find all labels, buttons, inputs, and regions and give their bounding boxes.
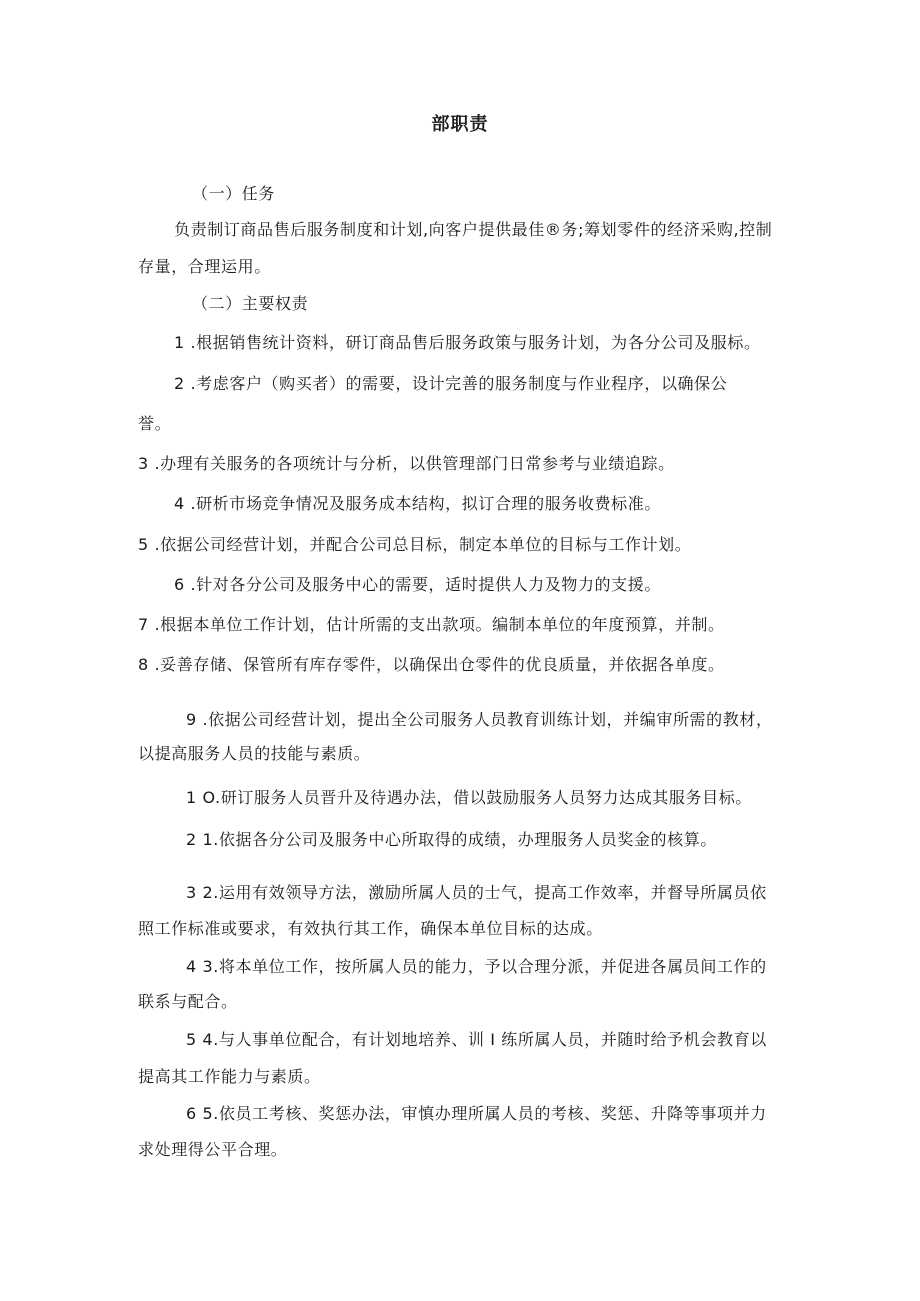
section-1-body-line: 负责制订商品售后服务制度和计划,向客户提供最佳®务;筹划零件的经济采购,控制 [174,220,773,239]
page-title: 部职责 [431,114,489,135]
list-item-continuation: 以提高服务人员的技能与素质。 [138,744,371,763]
list-item: 5 4.与人事单位配合，有计划地培养、训 I 练所属人员，并随时给予机会教育以 [186,1030,767,1049]
list-item-continuation: 提高其工作能力与素质。 [138,1067,321,1086]
list-item-continuation: 联系与配合。 [138,992,238,1011]
list-item: 6 5.依员工考核、奖惩办法，审慎办理所属人员的考核、奖惩、升降等事项并力 [186,1104,767,1123]
list-item: 5 .依据公司经营计划，并配合公司总目标，制定本单位的目标与工作计划。 [138,535,692,554]
list-item-continuation: 求处理得公平合理。 [138,1140,288,1159]
section-1-body-line: 存量，合理运用。 [138,257,271,276]
list-item: 7 .根据本单位工作计划，估计所需的支出款项。编制本单位的年度预算，并制。 [138,615,725,634]
list-item-continuation: 誉。 [138,414,172,433]
list-item: 2 1.依据各分公司及服务中心所取得的成绩，办理服务人员奖金的核算。 [186,830,717,849]
list-item: 3 2.运用有效领导方法，激励所属人员的士气，提高工作效率，并督导所属员依 [186,883,767,902]
list-item: 9 .依据公司经营计划，提出全公司服务人员教育训练计划，并编审所需的教材， [186,710,773,729]
list-item: 1 O.研订服务人员晋升及待遇办法，借以鼓励服务人员努力达成其服务目标。 [186,788,752,807]
list-item: 4 .研析市场竞争情况及服务成本结构，拟订合理的服务收费标准。 [174,494,661,513]
section-1-heading: （一）任务 [192,184,276,203]
list-item: 6 .针对各分公司及服务中心的需要，适时提供人力及物力的支援。 [174,575,661,594]
list-item: 1 .根据销售统计资料，研订商品售后服务政策与服务计划，为各分公司及服标。 [174,333,761,352]
list-item: 2 .考虑客户（购买者）的需要，设计完善的服务制度与作业程序，以确保公 [174,374,728,393]
list-item: 4 3.将本单位工作，按所属人员的能力，予以合理分派，并促进各属员间工作的 [186,957,767,976]
list-item-continuation: 照工作标准或要求，有效执行其工作，确保本单位目标的达成。 [138,919,603,938]
section-2-heading: （二）主要权责 [192,294,309,313]
list-item: 3 .办理有关服务的各项统计与分析，以供管理部门日常参考与业绩追踪。 [138,454,675,473]
list-item: 8 .妥善存储、保管所有库存零件，以确保出仓零件的优良质量，并依据各单度。 [138,655,725,674]
